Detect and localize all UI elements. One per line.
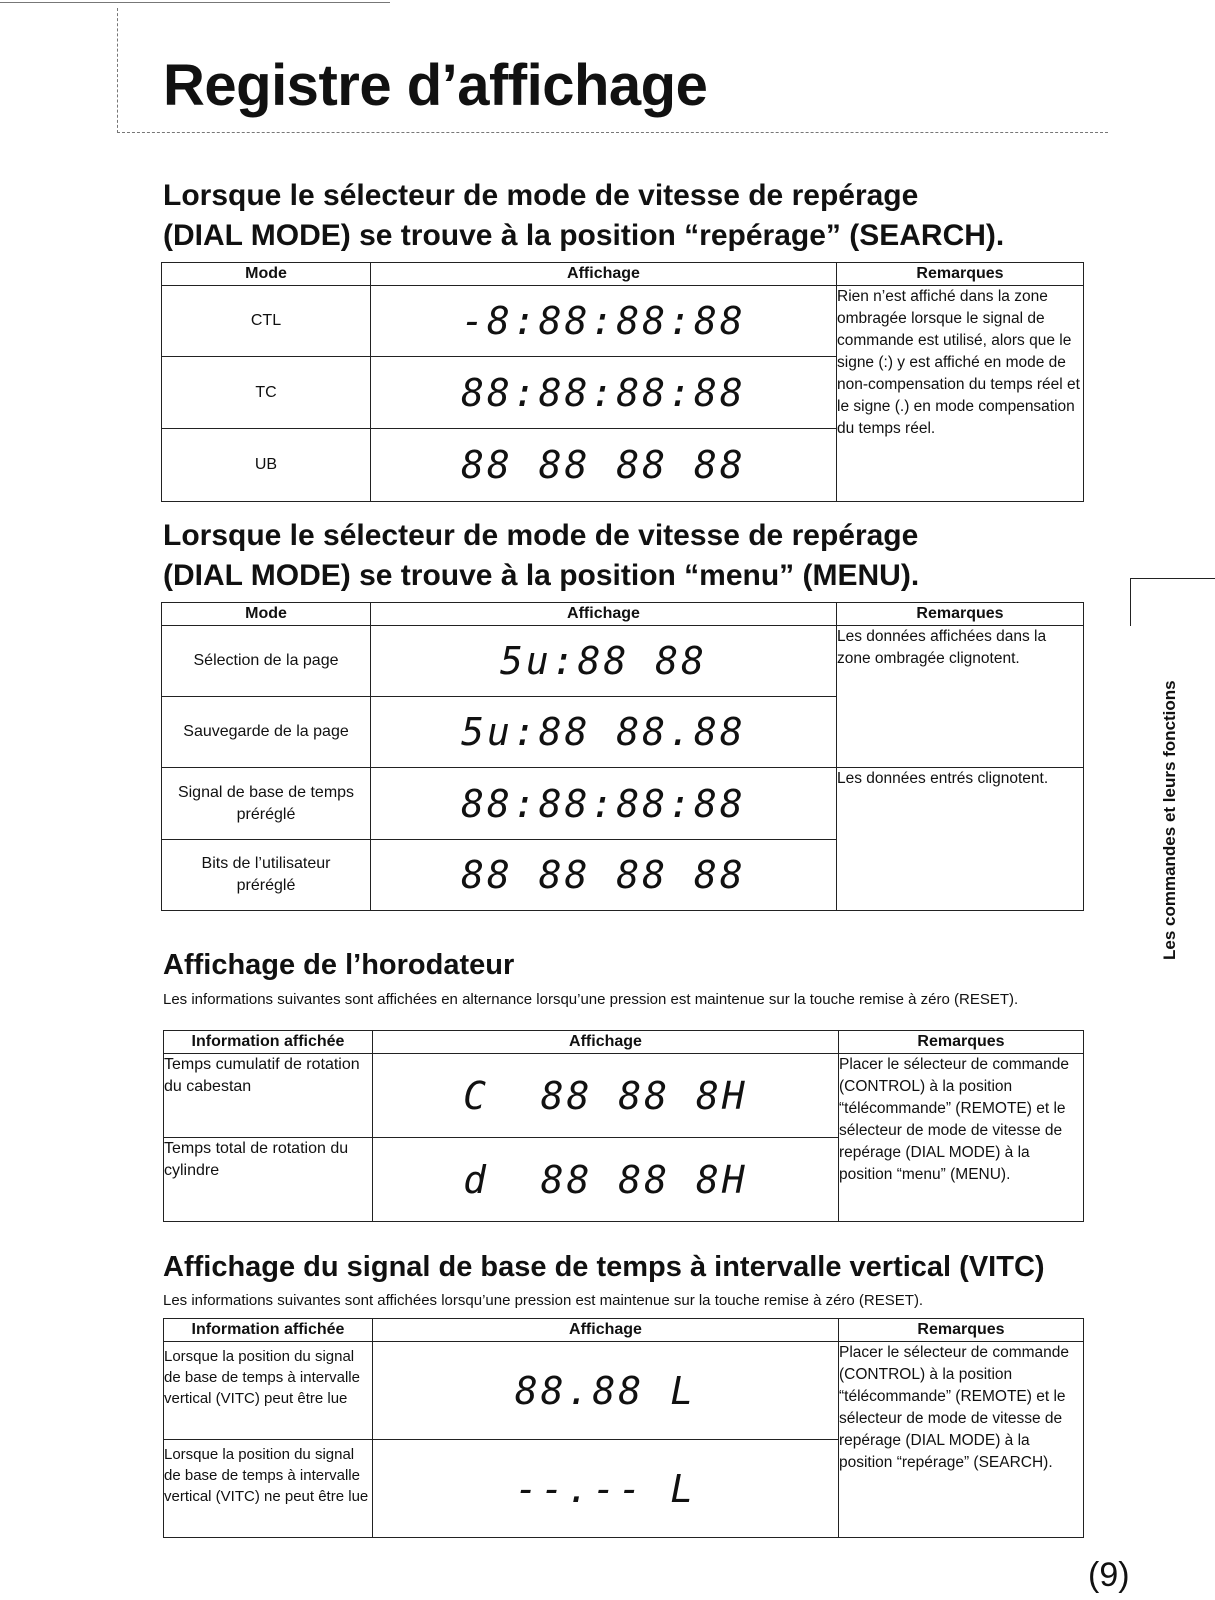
mode-cell xyxy=(162,840,371,911)
page-number: (9) xyxy=(1088,1556,1130,1594)
column-header-remarks: Remarques xyxy=(837,263,1084,286)
mode-line1: Bits de l’utilisateur xyxy=(201,855,331,872)
side-tab-box xyxy=(1130,578,1215,626)
info-cell: Lorsque la position du signal de base de temps à intervalle vertical (VITC) peut être lue xyxy=(164,1342,373,1440)
search-heading-line1: Lorsque le sélecteur de mode de vitesse de repérage xyxy=(163,179,919,212)
menu-mode-table xyxy=(161,602,1084,911)
hour-meter-table xyxy=(163,1030,1084,1222)
vitc-intro: Les informations suivantes sont affichées lorsqu’une pression est maintenue sur la touche remise à zéro (RESET). xyxy=(163,1292,924,1309)
lcd-readout: 88:88:88:88 xyxy=(461,370,746,415)
menu-heading-line2: (DIAL MODE) se trouve à la position “menu” (MENU). xyxy=(163,559,920,592)
display-cell xyxy=(371,357,837,429)
mode-line2: préréglé xyxy=(236,805,296,823)
side-tab-label: Les commandes et leurs fonctions xyxy=(1160,680,1179,960)
mode-line2: préréglé xyxy=(236,877,296,894)
mode-cell: Sauvegarde de la page xyxy=(162,697,371,768)
display-cell xyxy=(371,768,837,840)
display-cell xyxy=(371,429,837,502)
table-row xyxy=(164,1342,1084,1440)
display-cell xyxy=(373,1054,839,1138)
table-row xyxy=(164,1054,1084,1138)
remarks-cell: Rien n’est affiché dans la zone ombragée lorsque le signal de commande est utilisé, alors que le signe (:) y est affiché en mode de non-compensation du temps réel et le signe (.) en mode compensation du temps réel. xyxy=(837,286,1084,502)
remarks-cell: Placer le sélecteur de commande (CONTROL) à la position “télécommande” (REMOTE) et le sélecteur de mode de vitesse de repérage (DIAL MODE) à la position “repérage” (SEARCH). xyxy=(839,1342,1084,1538)
display-cell xyxy=(371,697,837,768)
mode-line1: Signal de base de temps xyxy=(177,783,355,801)
column-header-display: Affichage xyxy=(371,263,837,286)
lcd-readout: d 88 88 8H xyxy=(463,1157,748,1202)
mode-cell: CTL xyxy=(162,286,371,357)
search-heading-line2: (DIAL MODE) se trouve à la position “repérage” (SEARCH). xyxy=(163,219,1005,252)
column-header-display: Affichage xyxy=(373,1319,839,1342)
lcd-readout: 88.88 L xyxy=(514,1368,697,1413)
lcd-readout: --.-- L xyxy=(514,1466,697,1511)
hour-meter-heading: Affichage de l’horodateur xyxy=(163,949,515,981)
table-row xyxy=(162,626,1084,697)
remarks-cell: Placer le sélecteur de commande (CONTROL) à la position “télécommande” (REMOTE) et le sélecteur de mode de vitesse de repérage (DIAL MODE) à la position “menu” (MENU). xyxy=(839,1054,1084,1222)
lcd-readout: -8:88:88:88 xyxy=(461,299,746,343)
lcd-readout: 5u:88 88 xyxy=(499,639,708,683)
display-cell xyxy=(371,840,837,911)
column-header-remarks: Remarques xyxy=(839,1031,1084,1054)
table-row xyxy=(162,768,1084,840)
search-section-heading xyxy=(163,176,1004,256)
mode-cell xyxy=(162,768,371,840)
display-cell xyxy=(373,1440,839,1538)
hour-meter-intro: Les informations suivantes sont affichées en alternance lorsqu’une pression est maintenue sur la touche remise à zéro (RESET). xyxy=(163,991,1019,1008)
display-cell xyxy=(371,626,837,697)
lcd-readout: 5u:88 88.88 xyxy=(461,710,746,754)
column-header-mode: Mode xyxy=(162,263,371,286)
page-title: Registre d’affichage xyxy=(163,53,708,118)
lcd-readout: 88 88 88 88 xyxy=(461,443,746,487)
lcd-readout: 88 88 88 88 xyxy=(461,853,746,897)
column-header-mode: Mode xyxy=(162,603,371,626)
display-cell xyxy=(373,1342,839,1440)
column-header-remarks: Remarques xyxy=(837,603,1084,626)
lcd-readout: C 88 88 8H xyxy=(463,1073,748,1118)
mode-cell: TC xyxy=(162,357,371,429)
menu-heading-line1: Lorsque le sélecteur de mode de vitesse de repérage xyxy=(163,519,919,552)
remarks-cell: Les données entrés clignotent. xyxy=(837,768,1084,911)
column-header-info: Information affichée xyxy=(164,1031,373,1054)
display-cell xyxy=(373,1138,839,1222)
info-cell: Temps cumulatif de rotation du cabestan xyxy=(164,1054,373,1138)
display-cell xyxy=(371,286,837,357)
top-rule xyxy=(0,2,390,3)
mode-cell: UB xyxy=(162,429,371,502)
vitc-heading: Affichage du signal de base de temps à intervalle vertical (VITC) xyxy=(163,1251,1045,1283)
column-header-display: Affichage xyxy=(371,603,837,626)
column-header-remarks: Remarques xyxy=(839,1319,1084,1342)
menu-section-heading xyxy=(163,516,919,596)
column-header-info: Information affichée xyxy=(164,1319,373,1342)
info-cell: Lorsque la position du signal de base de temps à intervalle vertical (VITC) ne peut être lue xyxy=(164,1440,373,1538)
info-cell: Temps total de rotation du cylindre xyxy=(164,1138,373,1222)
remarks-cell: Les données affichées dans la zone ombragée clignotent. xyxy=(837,626,1084,768)
column-header-display: Affichage xyxy=(373,1031,839,1054)
search-mode-table xyxy=(161,262,1084,502)
mode-cell: Sélection de la page xyxy=(162,626,371,697)
table-row xyxy=(162,286,1084,357)
vitc-table xyxy=(163,1318,1084,1538)
lcd-readout: 88:88:88:88 xyxy=(461,781,746,826)
